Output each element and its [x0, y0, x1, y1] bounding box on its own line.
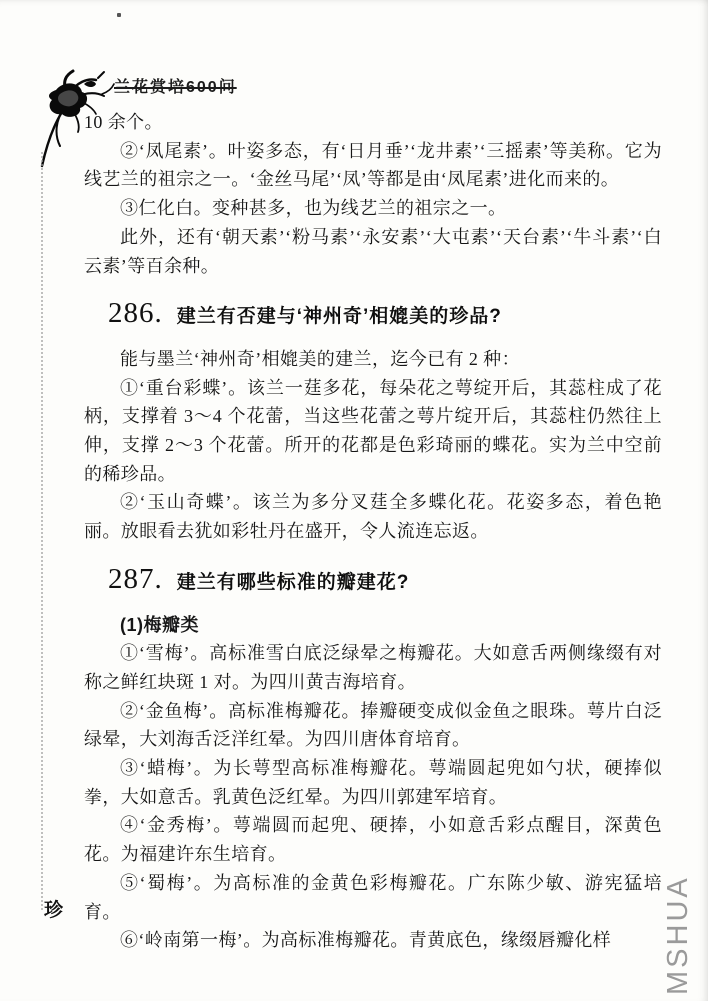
body-paragraph: ②‘玉山奇蝶’。该兰为多分叉莛全多蝶化花。花姿多态，着色艳丽。放眼看去犹如彩牡丹在盛开，令人流连忘返。: [84, 492, 662, 542]
body-paragraph: ②‘金鱼梅’。高标准梅瓣花。捧瓣硬变成似金鱼之眼珠。萼片白泛绿晕，大刘海舌泛洋红晕。为四川唐体育培育。: [84, 700, 662, 750]
continuation-paragraph: ③仁化白。变种甚多，也为线艺兰的祖宗之一。: [120, 198, 507, 219]
question-number: 287.: [108, 562, 163, 595]
body-paragraph: ③‘蜡梅’。为长萼型高标准梅瓣花。萼端圆起兜如勺状，硬捧似拳，大如意舌。乳黄色泛红晕。为四川郭建军培育。: [84, 758, 662, 807]
body-paragraph: ①‘重台彩蝶’。该兰一莛多花，每朵花之萼绽开后，其蕊柱成了花柄，支撑着 3～4 个花蕾，当这些花蕾之萼片绽开后，其蕊柱仍然往上伸，支撑 2～3 个花蕾。所开的花都是色彩琦丽的蝶花。实为兰中空前的稀珍品。: [84, 377, 662, 484]
continuation-paragraph: 此外，还有‘朝天素’‘粉马素’‘永安素’‘大屯素’‘天台素’‘牛斗素’‘白云素’等百余种。: [84, 226, 662, 276]
body-paragraph: ⑥‘岭南第一梅’。为高标准梅瓣花。青黄底色，缘缀唇瓣化样: [120, 930, 612, 951]
page-body: [84, 108, 662, 955]
body-paragraph: ④‘金秀梅’。萼端圆而起兜、硬捧，小如意舌彩点醒目，深黄色花。为福建许东生培育。: [84, 815, 662, 865]
scan-speck: [117, 13, 121, 17]
body-paragraph: 能与墨兰‘神州奇’相媲美的建兰，迄今已有 2 种：: [120, 348, 520, 369]
body-paragraph: ①‘雪梅’。高标准雪白底泛绿晕之梅瓣花。大如意舌两侧缘缀有对称之鲜红块斑 1 对。为四川黄吉海培育。: [84, 643, 662, 692]
running-head-book-title: 兰花赏培600问: [114, 79, 237, 96]
continuation-paragraph: ②‘凤尾素’。叶姿多态，有‘日月垂’‘龙井素’‘三摇素’等美称。它为线艺兰的祖宗之一。‘金丝马尾’‘凤’等都是由‘凤尾素’进化而来的。: [84, 140, 662, 190]
body-paragraph: ⑤‘蜀梅’。为高标准的金黄色彩梅瓣花。广东陈少敏、游宪猛培育。: [84, 872, 662, 922]
question-heading-287: [108, 562, 662, 598]
question-title: 建兰有否建与‘神州奇’相媲美的珍品?: [176, 306, 502, 328]
left-margin-dotted-line: [41, 152, 43, 910]
continuation-paragraph: 10 余个。: [84, 112, 163, 132]
category-subheading: (1)梅瓣类: [120, 614, 199, 635]
margin-series-character: 珍: [44, 900, 64, 921]
question-number: 286.: [108, 297, 163, 330]
question-heading-286: [108, 299, 662, 332]
scanner-watermark: MSHUA: [662, 875, 694, 995]
question-title: 建兰有哪些标准的瓣建花?: [176, 571, 410, 593]
